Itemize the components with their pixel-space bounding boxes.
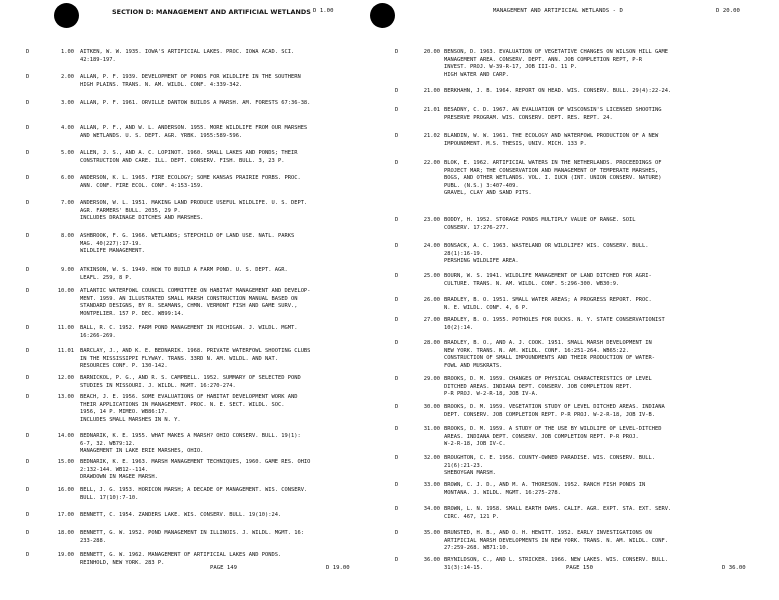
citation-line: BRADLEY, B. O., AND A. J. COOK. 1951. SMALL MARSH DEVELOPMENT IN (444, 340, 652, 346)
entry-citation (80, 394, 372, 424)
entry-section-letter: D (26, 200, 30, 206)
entry-section-letter: D (395, 217, 399, 223)
citation-line: 10(2):14. (444, 324, 474, 331)
entry-number: 11.01 (57, 348, 74, 354)
entry-citation (80, 288, 372, 318)
citation-line: BENSON, D. 1963. EVALUATION OF VEGETATIVE CHANGES ON WILSON HILL GAME (444, 49, 668, 55)
entry-number: 31.00 (423, 426, 440, 432)
entry-section-letter: D (26, 175, 30, 181)
entry-number: 5.00 (61, 150, 74, 156)
citation-line: ALLAN, P. F., AND W. L. ANDERSON. 1955. MORE WILDLIFE FROM OUR MARSHES (80, 125, 308, 131)
citation-line: BRYNILDSON, C., AND L. STRICKER. 1966. NEW LAKES. WIS. CONSERV. BULL. (444, 557, 668, 563)
entry-section-letter: D (26, 394, 30, 400)
footer-entry-code: D 19.00 (326, 565, 350, 571)
entry-number: 19.00 (57, 552, 74, 558)
citation-line: INCLUDES DRAINAGE DITCHES AND MARSHES. (80, 215, 204, 222)
entry-citation (80, 267, 372, 282)
citation-line: THEIR APPLICATIONS IN MANAGEMENT. PROC. N. E. SECT. WILDL. SOC. (80, 401, 285, 408)
citation-line: CULTURE. TRANS. N. AM. WILDL. CONF. 5:296-300. WB30:9. (444, 280, 620, 287)
entry-citation (80, 49, 372, 64)
citation-line: ALLAN, P. F. 1961. ORVILLE DANTOW BUILDS A MARSH. AM. FORESTS 67:36-38. (80, 100, 311, 106)
entry-citation (80, 487, 372, 502)
entry-number: 32.00 (423, 455, 440, 461)
entry-number: 21.01 (423, 107, 440, 113)
citation-line: BODDY, H. 1952. STORAGE PONDS MULTIPLY VALUE OF RANGE. SOIL (444, 217, 636, 223)
citation-line: ARTIFICIAL MARSH DEVELOPMENTS IN NEW YORK. TRANS. N. AM. WILDL. CONF. (444, 537, 668, 544)
citation-line: STANDARD DESIGNS, BY R. SEAMANS, CHMN. VERMONT FISH AND GAME SURV., (80, 303, 298, 310)
citation-line: W-2-R-18, JOB IV-C. (444, 441, 506, 448)
entry-number: 36.00 (423, 557, 440, 563)
entry-section-letter: D (395, 317, 399, 323)
citation-line: BERKHAHN, J. B. 1964. REPORT ON HEAD. WIS. CONSERV. BULL. 29(4):22-24. (444, 88, 672, 94)
entry-citation (80, 200, 372, 223)
entry-section-letter: D (26, 375, 30, 381)
entry-number: 21.02 (423, 133, 440, 139)
entry-section-letter: D (26, 325, 30, 331)
entry-citation (444, 530, 762, 553)
entry-section-letter: D (395, 426, 399, 432)
entry-citation (444, 317, 762, 332)
header-entry-code: D 1.00 (313, 8, 334, 14)
citation-line: BALL, R. C. 1952. FARM POND MANAGEMENT IN MICHIGAN. J. WILDL. MGMT. (80, 325, 298, 331)
entry-number: 25.00 (423, 273, 440, 279)
entry-section-letter: D (26, 100, 30, 106)
entry-citation (444, 482, 762, 497)
citation-line: DEPT. CONSERV. JOB COMPLETION REPT. P-R PROJ. W-2-R-18, JOB IV-B. (444, 411, 655, 418)
entry-number: 11.00 (57, 325, 74, 331)
citation-line: N. E. WILDL. CONF. 4, 6 P. (444, 304, 529, 311)
entry-number: 4.00 (61, 125, 74, 131)
citation-line: AND WETLANDS. U. S. DEPT. AGR. YRBK. 1955:589-596. (80, 132, 243, 139)
citation-line: MENT. 1959. AN ILLUSTRATED SMALL MARSH CONSTRUCTION MANUAL BASED ON (80, 295, 298, 302)
entry-section-letter: D (395, 297, 399, 303)
citation-line: 21(6):21-23. (444, 462, 483, 469)
entry-number: 35.00 (423, 530, 440, 536)
citation-line: CONSTRUCTION AND CARE. ILL. DEPT. CONSERV. FISH. BULL. 3, 23 P. (80, 157, 285, 164)
page-number: PAGE 150 (566, 565, 593, 571)
citation-line: BEACH, J. E. 1956. SOME EVALUATIONS OF HABITAT DEVELOPMENT WORK AND (80, 394, 298, 400)
citation-line: STUDIES IN MISSOURI. J. WILDL. MGMT. 16:270-274. (80, 382, 236, 389)
entry-number: 30.00 (423, 404, 440, 410)
entry-number: 3.00 (61, 100, 74, 106)
entry-citation (80, 512, 372, 520)
entry-citation (80, 125, 372, 140)
entry-section-letter: D (26, 552, 30, 558)
citation-line: 16:266-269. (80, 332, 116, 339)
entry-citation (444, 297, 762, 312)
entry-citation (80, 348, 372, 371)
citation-line: MAG. 40(227):17-19. (80, 240, 142, 247)
citation-line: LEAFL. 259, 8 P. (80, 274, 132, 281)
entry-number: 1.00 (61, 49, 74, 55)
entry-number: 16.00 (57, 487, 74, 493)
entry-citation (80, 459, 372, 482)
entry-citation (444, 557, 762, 572)
citation-line: BLOK, E. 1962. ARTIFICIAL WATERS IN THE NETHERLANDS. PROCEEDINGS OF (444, 160, 662, 166)
citation-line: MANAGEMENT IN LAKE ERIE MARSHES, OHIO. (80, 448, 204, 455)
entry-section-letter: D (395, 340, 399, 346)
citation-line: AITKEN, W. W. 1935. IOWA'S ARTIFICIAL LAKES. PROC. IOWA ACAD. SCI. (80, 49, 295, 55)
citation-line: BONSACK, A. C. 1963. WASTELAND OR WILDLIFE? WIS. CONSERV. BULL. (444, 243, 649, 249)
citation-line: BRUNSTED, H. B., AND O. H. HEWITT. 1952. EARLY INVESTIGATIONS ON (444, 530, 652, 536)
citation-line: INCLUDES SMALL MARSHES IN N. Y. (80, 416, 181, 423)
citation-line: CONSTRUCTION OF SMALL IMPOUNDMENTS AND THEIR PRODUCTION OF WATER- (444, 355, 655, 362)
citation-line: DITCHED AREAS. INDIANA DEPT. CONSERV. JOB COMPLETION REPT. (444, 383, 633, 390)
entry-number: 29.00 (423, 376, 440, 382)
citation-line: BARCLAY, J., AND K. E. BEDNARIK. 1968. PRIVATE WATERFOWL SHOOTING CLUBS (80, 348, 311, 354)
entry-section-letter: D (395, 243, 399, 249)
entry-citation (444, 133, 762, 148)
citation-line: 2:132-144. WB12--114. (80, 466, 149, 473)
entry-section-letter: D (395, 455, 399, 461)
entry-section-letter: D (395, 133, 399, 139)
citation-line: PRESERVE PROGRAM. WIS. CONSERV. DEPT. RES. REPT. 24. (444, 114, 613, 121)
citation-line: PROJECT MAR; THE CONSERVATION AND MANAGEMENT OF TEMPERATE MARSHES, (444, 167, 659, 174)
citation-line: BLANDIN, W. W. 1961. THE ECOLOGY AND WATERFOWL PRODUCTION OF A NEW (444, 133, 659, 139)
entry-section-letter: D (395, 530, 399, 536)
entry-number: 14.00 (57, 433, 74, 439)
citation-line: BROWN, L. N. 1958. SMALL EARTH DAMS. CALIF. AGR. EXPT. STA. EXT. SERV. (444, 506, 672, 512)
citation-line: ATKINSON, W. S. 1949. HOW TO BUILD A FARM POND. U. S. DEPT. AGR. (80, 267, 288, 273)
entry-number: 2.00 (61, 74, 74, 80)
citation-line: 31(3):14-15. (444, 564, 483, 571)
entry-citation (444, 273, 762, 288)
citation-line: BENNETT, G. W. 1962. MANAGEMENT OF ARTIFICIAL LAKES AND PONDS. (80, 552, 282, 558)
citation-line: BEDNARIK, K. E. 1963. MARSH MANAGEMENT TECHNIQUES, 1960. GAME RES. OHIO (80, 459, 311, 465)
citation-line: ASHBROOK, F. G. 1966. WETLANDS; STEPCHILD OF LAND USE. NATL. PARKS (80, 233, 295, 239)
entry-section-letter: D (26, 125, 30, 131)
citation-line: PUBL. (N.S.) 3:407-409. (444, 182, 519, 189)
citation-line: HIGH PLAINS. TRANS. N. AM. WILDL. CONF. 4:339-342. (80, 81, 243, 88)
entry-citation (444, 455, 762, 478)
header-entry-code: D 20.00 (716, 8, 740, 14)
citation-line: AGR. FARMERS' BULL. 2035, 29 P. (80, 207, 181, 214)
entry-section-letter: D (26, 49, 30, 55)
citation-line: BROOKS, D. M. 1959. A STUDY OF THE USE BY WILDLIFE OF LEVEL-DITCHED (444, 426, 662, 432)
entry-number: 17.00 (57, 512, 74, 518)
citation-line: 27:259-268. WB71:10. (444, 545, 509, 552)
entry-citation (444, 404, 762, 419)
entry-number: 22.00 (423, 160, 440, 166)
entry-citation (444, 217, 762, 232)
section-title: SECTION D: MANAGEMENT AND ARTIFICIAL WETLANDS (112, 8, 311, 16)
citation-line: MANAGEMENT AREA. CONSERV. DEPT. ANN. JOB COMPLETION REPT, P-R (444, 56, 642, 63)
entry-section-letter: D (395, 376, 399, 382)
citation-line: 42:189-197. (80, 56, 116, 63)
entry-number: 9.00 (61, 267, 74, 273)
citation-line: BOGS, AND OTHER WETLANDS. VOL. I. IUCN (INT. UNION CONSERV. NATURE) (444, 175, 662, 182)
entry-section-letter: D (26, 74, 30, 80)
entry-number: 20.00 (423, 49, 440, 55)
entry-citation (444, 88, 762, 96)
footer-entry-code: D 36.00 (722, 565, 746, 571)
citation-line: NEW YORK. TRANS. N. AM. WILDL. CONF. 16:251-264. WB65:22. (444, 347, 629, 354)
entry-section-letter: D (26, 288, 30, 294)
citation-line: BOURN, W. S. 1941. WILDLIFE MANAGEMENT OF LAND DITCHED FOR AGRI- (444, 273, 652, 279)
entry-citation (80, 530, 372, 545)
entry-number: 18.00 (57, 530, 74, 536)
entry-number: 10.00 (57, 288, 74, 294)
citation-line: BROUGHTON, C. E. 1956. COUNTY-OWNED PARADISE. WIS. CONSERV. BULL. (444, 455, 655, 461)
citation-line: 28(1):16-19. (444, 250, 483, 257)
entry-section-letter: D (26, 233, 30, 239)
entry-section-letter: D (26, 512, 30, 518)
entry-citation (444, 160, 762, 198)
citation-line: ANDERSON, K. L. 1965. FIRE ECOLOGY; SOME KANSAS PRAIRIE FORBS. PROC. (80, 175, 301, 181)
entry-section-letter: D (26, 459, 30, 465)
citation-line: ANN. CONF. FIRE ECOL. CONF. 4:153-159. (80, 182, 204, 189)
citation-line: CONSERV. 17:276-277. (444, 224, 509, 231)
entry-citation (80, 150, 372, 165)
entry-citation (444, 340, 762, 370)
citation-line: BULL. 17(10):7-10. (80, 494, 139, 501)
entry-section-letter: D (395, 404, 399, 410)
citation-line: ALLAN, P. F. 1939. DEVELOPMENT OF PONDS FOR WILDLIFE IN THE SOUTHERN (80, 74, 301, 80)
citation-line: IMPOUNDMENT. M.S. THESIS, UNIV. MICH. 133 P. (444, 140, 587, 147)
citation-line: BRADLEY, B. O. 1955. POTHOLES FOR DUCKS. N. Y. STATE CONSERVATIONIST (444, 317, 665, 323)
citation-line: WILDLIFE MANAGEMENT. (80, 248, 145, 255)
entry-citation (80, 433, 372, 456)
citation-line: BESADNY, C. D. 1967. AN EVALUATION OF WISCONSIN'S LICENSED SHOOTING (444, 107, 662, 113)
citation-line: ATLANTIC WATERFOWL COUNCIL COMMITTEE ON HABITAT MANAGEMENT AND DEVELOP- (80, 288, 311, 294)
entry-number: 6.00 (61, 175, 74, 181)
citation-line: SHEBOYGAN MARSH. (444, 470, 496, 477)
entry-section-letter: D (395, 557, 399, 563)
citation-line: BROOKS, D. M. 1959. CHANGES OF PHYSICAL CHARACTERISTICS OF LEVEL (444, 376, 652, 382)
citation-line: BARNICKOL, P. G., AND R. S. CAMPBELL. 1952. SUMMARY OF SELECTED POND (80, 375, 301, 381)
entry-citation (444, 376, 762, 399)
citation-line: BRADLEY, B. O. 1951. SMALL WATER AREAS; A PROGRESS REPORT. PROC. (444, 297, 652, 303)
entry-citation (444, 506, 762, 521)
citation-line: AREAS. INDIANA DEPT. CONSERV. JOB COMPLETION REPT. P-R PROJ. (444, 433, 639, 440)
entry-section-letter: D (26, 348, 30, 354)
entry-number: 23.00 (423, 217, 440, 223)
citation-line: MONTPELIER. 157 P. DEC. WB99:14. (80, 310, 184, 317)
entry-number: 34.00 (423, 506, 440, 512)
entry-section-letter: D (395, 506, 399, 512)
citation-line: FOWL AND MUSKRATS. (444, 362, 503, 369)
citation-line: PERSHING WILDLIFE AREA. (444, 258, 519, 265)
page-number: PAGE 149 (210, 565, 237, 571)
entry-section-letter: D (26, 267, 30, 273)
citation-line: 1956, 14 P. MIMEO. WB86:17. (80, 409, 168, 416)
entry-section-letter: D (26, 433, 30, 439)
entry-citation (444, 426, 762, 449)
citation-line: BENNETT, C. 1954. ZANDERS LAKE. WIS. CONSERV. BULL. 19(10):24. (80, 512, 282, 518)
entry-section-letter: D (395, 273, 399, 279)
citation-line: GRAVEL, CLAY AND SAND PITS. (444, 190, 532, 197)
citation-line: 6-7, 32. WB79:12. (80, 440, 136, 447)
citation-line: REINHOLD, NEW YORK. 283 P. (80, 559, 165, 566)
running-header: MANAGEMENT AND ARTIFICIAL WETLANDS - D (493, 8, 623, 14)
entry-number: 26.00 (423, 297, 440, 303)
entry-citation (80, 100, 372, 108)
entry-section-letter: D (26, 487, 30, 493)
entry-number: 13.00 (57, 394, 74, 400)
entry-number: 28.00 (423, 340, 440, 346)
binding-hole (54, 3, 79, 28)
citation-line: HIGH WATER AND CARP. (444, 71, 509, 78)
citation-line: CIRC. 467, 121 P. (444, 513, 500, 520)
entry-citation (80, 233, 372, 256)
entry-citation (80, 325, 372, 340)
right-page (390, 0, 779, 600)
citation-line: BROWN, C. J. D., AND M. A. THORESON. 1952. RANCH FISH PONDS IN (444, 482, 646, 488)
entry-section-letter: D (395, 88, 399, 94)
entry-number: 24.00 (423, 243, 440, 249)
entry-number: 21.00 (423, 88, 440, 94)
entry-section-letter: D (395, 49, 399, 55)
citation-line: BROOKS, D. M. 1959. VEGETATION STUDY OF LEVEL DITCHED AREAS. INDIANA (444, 404, 665, 410)
entry-number: 12.00 (57, 375, 74, 381)
entry-citation (80, 74, 372, 89)
entry-section-letter: D (395, 160, 399, 166)
citation-line: P-R PROJ. W-2-R-18, JOB IV-A. (444, 391, 539, 398)
citation-line: BELL, J. G. 1953. HORICON MARSH; A DECADE OF MANAGEMENT. WIS. CONSERV. (80, 487, 308, 493)
citation-line: INVEST. PROJ. W-39-R-17, JOB III-D. 11 P. (444, 64, 578, 71)
citation-line: MONTANA. J. WILDL. MGMT. 16:275-278. (444, 489, 561, 496)
entry-citation (80, 175, 372, 190)
entry-citation (444, 243, 762, 266)
entry-citation (80, 375, 372, 390)
entry-citation (444, 49, 762, 79)
entry-section-letter: D (395, 482, 399, 488)
citation-line: DRAWDOWN IN MAGEE MARSH. (80, 474, 158, 481)
entry-section-letter: D (26, 530, 30, 536)
entry-section-letter: D (26, 150, 30, 156)
citation-line: ANDERSON, W. L. 1951. MAKING LAND PRODUCE USEFUL WILDLIFE. U. S. DEPT. (80, 200, 308, 206)
entry-number: 33.00 (423, 482, 440, 488)
citation-line: IN THE MISSISSIPPI FLYWAY. TRANS. 33RD N. AM. WILDL. AND NAT. (80, 355, 278, 362)
citation-line: ALLEN, J. S., AND A. C. LOPINOT. 1960. SMALL LAKES AND PONDS; THEIR (80, 150, 298, 156)
entry-section-letter: D (395, 107, 399, 113)
entry-number: 15.00 (57, 459, 74, 465)
entry-citation (444, 107, 762, 122)
entry-number: 27.00 (423, 317, 440, 323)
citation-line: BEDNARIK, K. E. 1955. WHAT MAKES A MARSH? OHIO CONSERV. BULL. 19(1): (80, 433, 301, 439)
citation-line: RESOURCES CONF. P. 130-142. (80, 363, 168, 370)
citation-line: 233-288. (80, 537, 106, 544)
entry-number: 7.00 (61, 200, 74, 206)
citation-line: BENNETT, G. W. 1952. POND MANAGEMENT IN ILLINOIS. J. WILDL. MGMT. 16: (80, 530, 304, 536)
entry-number: 8.00 (61, 233, 74, 239)
